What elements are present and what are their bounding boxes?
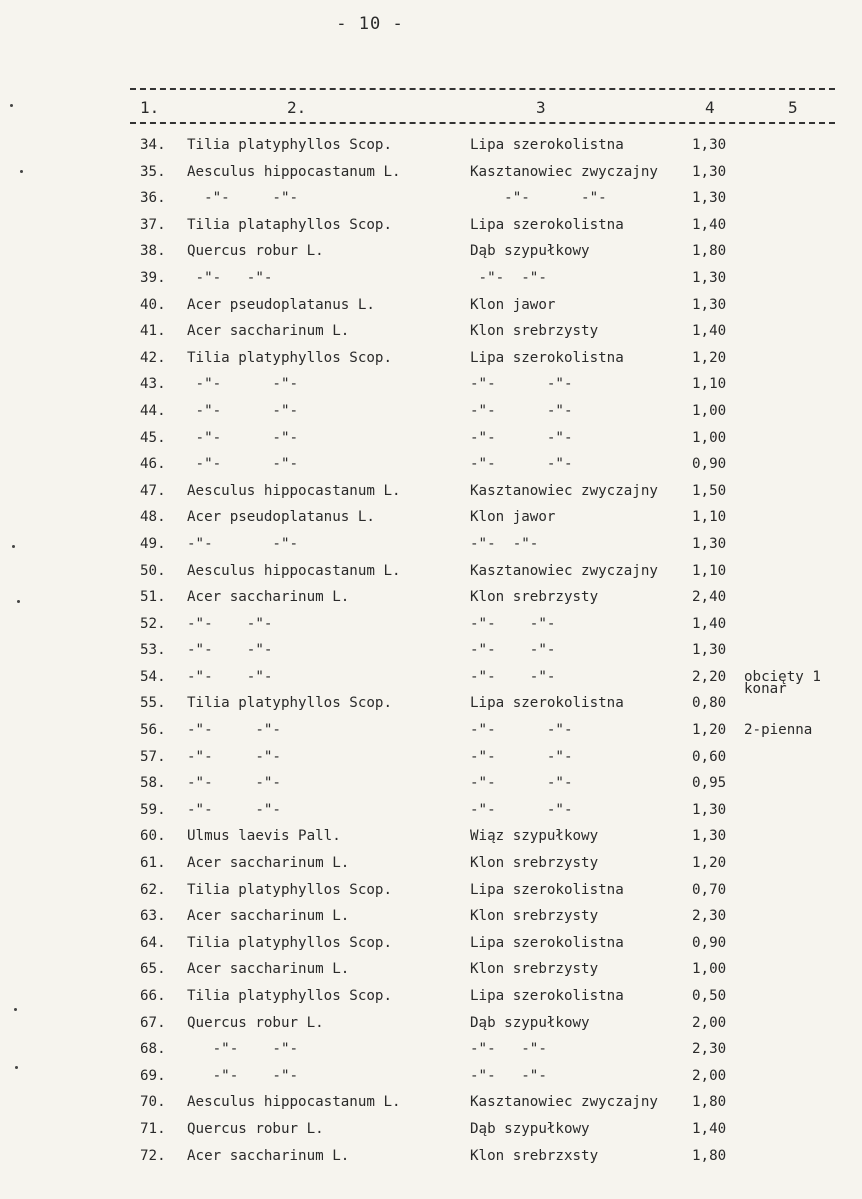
row-number: 47. bbox=[140, 482, 166, 499]
latin-name: -"- -"- bbox=[187, 668, 273, 685]
row-number: 57. bbox=[140, 748, 166, 765]
latin-name: Acer saccharinum L. bbox=[187, 855, 350, 872]
latin-name: -"- -"- bbox=[187, 801, 281, 818]
row-number: 45. bbox=[140, 429, 166, 446]
row-number: 36. bbox=[140, 190, 166, 207]
latin-name: Quercus robur L. bbox=[187, 243, 324, 260]
remark: konar bbox=[744, 681, 787, 698]
row-number: 48. bbox=[140, 509, 166, 526]
trunk-value: 1,40 bbox=[692, 615, 727, 632]
row-number: 53. bbox=[140, 642, 166, 659]
table-row bbox=[0, 930, 862, 957]
trunk-value: 1,30 bbox=[692, 535, 727, 552]
polish-name: -"- -"- bbox=[470, 269, 547, 286]
polish-name: Klon srebrzysty bbox=[470, 855, 599, 872]
trunk-value: 2,20 bbox=[692, 668, 727, 685]
table-row bbox=[0, 132, 862, 159]
polish-name: Lipa szerokolistna bbox=[470, 349, 624, 366]
table-row bbox=[0, 318, 862, 345]
table-top-rule bbox=[130, 88, 835, 90]
row-number: 55. bbox=[140, 695, 166, 712]
polish-name: Klon srebrzxsty bbox=[470, 1147, 599, 1164]
table-row bbox=[0, 637, 862, 664]
table-row bbox=[0, 1143, 862, 1170]
row-number: 42. bbox=[140, 349, 166, 366]
polish-name: -"- -"- bbox=[470, 748, 573, 765]
trunk-value: 2,30 bbox=[692, 908, 727, 925]
polish-name: -"- -"- bbox=[470, 1067, 547, 1084]
polish-name: Lipa szerokolistna bbox=[470, 695, 624, 712]
polish-name: Klon srebrzysty bbox=[470, 961, 599, 978]
latin-name: -"- -"- bbox=[187, 190, 299, 207]
latin-name: Acer pseudoplatanus L. bbox=[187, 509, 375, 526]
polish-name: Klon srebrzysty bbox=[470, 323, 599, 340]
column-header-2: 2. bbox=[287, 98, 307, 117]
polish-name: Klon srebrzysty bbox=[470, 908, 599, 925]
latin-name: Acer saccharinum L. bbox=[187, 323, 350, 340]
trunk-value: 0,90 bbox=[692, 456, 727, 473]
trunk-value: 2,40 bbox=[692, 589, 727, 606]
polish-name: Lipa szerokolistna bbox=[470, 137, 624, 153]
trunk-value: 0,80 bbox=[692, 695, 727, 712]
latin-name: -"- -"- bbox=[187, 376, 299, 393]
row-number: 72. bbox=[140, 1147, 166, 1164]
latin-name: -"- -"- bbox=[187, 429, 299, 446]
table-row bbox=[0, 797, 862, 824]
polish-name: Dąb szypułkowy bbox=[470, 1014, 590, 1031]
trunk-value: 1,30 bbox=[692, 190, 727, 207]
polish-name: Dąb szypułkowy bbox=[470, 243, 590, 260]
table-row bbox=[0, 531, 862, 558]
latin-name: Acer saccharinum L. bbox=[187, 589, 350, 606]
row-number: 50. bbox=[140, 562, 166, 579]
table-row bbox=[0, 238, 862, 265]
polish-name: -"- -"- bbox=[470, 1041, 547, 1058]
row-number: 70. bbox=[140, 1094, 166, 1111]
polish-name: Lipa szerokolistna bbox=[470, 988, 624, 1004]
table-row bbox=[0, 185, 862, 212]
trunk-value: 1,40 bbox=[692, 1120, 727, 1137]
trunk-value: 1,30 bbox=[692, 801, 727, 818]
trunk-value: 1,30 bbox=[692, 163, 727, 180]
latin-name: Tilia plataphyllos Scop. bbox=[187, 216, 392, 233]
trunk-value: 1,40 bbox=[692, 216, 727, 233]
row-number: 52. bbox=[140, 615, 166, 632]
latin-name: Quercus robur L. bbox=[187, 1120, 324, 1137]
table-row bbox=[0, 371, 862, 398]
row-number: 67. bbox=[140, 1014, 166, 1031]
polish-name: Klon srebrzysty bbox=[470, 589, 599, 606]
trunk-value: 2,00 bbox=[692, 1067, 727, 1084]
trunk-value: 0,50 bbox=[692, 988, 727, 1004]
polish-name: Lipa szerokolistna bbox=[470, 881, 624, 898]
polish-name: -"- -"- bbox=[470, 642, 556, 659]
row-number: 65. bbox=[140, 961, 166, 978]
trunk-value: 1,50 bbox=[692, 482, 727, 499]
trunk-value: 1,10 bbox=[692, 376, 727, 393]
polish-name: Lipa szerokolistna bbox=[470, 934, 624, 951]
latin-name: Quercus robur L. bbox=[187, 1014, 324, 1031]
row-number: 66. bbox=[140, 988, 166, 1004]
polish-name: Kasztanowiec zwyczajny bbox=[470, 1094, 658, 1111]
polish-name: -"- -"- bbox=[470, 535, 539, 552]
trunk-value: 1,20 bbox=[692, 855, 727, 872]
trunk-value: 1,00 bbox=[692, 429, 727, 446]
scan-speck bbox=[10, 104, 13, 107]
polish-name: -"- -"- bbox=[470, 429, 573, 446]
polish-name: Lipa szerokolistna bbox=[470, 216, 624, 233]
row-number: 63. bbox=[140, 908, 166, 925]
row-number: 44. bbox=[140, 402, 166, 419]
table-row bbox=[0, 1089, 862, 1116]
table-row bbox=[0, 850, 862, 877]
table-row bbox=[0, 558, 862, 585]
polish-name: Kasztanowiec zwyczajny bbox=[470, 562, 658, 579]
polish-name: -"- -"- bbox=[470, 668, 556, 685]
latin-name: Tilia platyphyllos Scop. bbox=[187, 988, 392, 1004]
row-number: 54. bbox=[140, 668, 166, 685]
trunk-value: 1,20 bbox=[692, 722, 727, 739]
table-row bbox=[0, 1063, 862, 1090]
column-header-4: 4 bbox=[705, 98, 715, 117]
latin-name: Acer pseudoplatanus L. bbox=[187, 296, 375, 313]
scan-speck bbox=[14, 1008, 17, 1011]
latin-name: -"- -"- bbox=[187, 722, 281, 739]
polish-name: -"- -"- bbox=[470, 722, 573, 739]
row-number: 71. bbox=[140, 1120, 166, 1137]
table-body bbox=[0, 132, 862, 1169]
trunk-value: 1,30 bbox=[692, 828, 727, 845]
latin-name: Tilia platyphyllos Scop. bbox=[187, 881, 392, 898]
table-row bbox=[0, 584, 862, 611]
latin-name: Tilia platyphyllos Scop. bbox=[187, 934, 392, 951]
row-number: 61. bbox=[140, 855, 166, 872]
row-number: 38. bbox=[140, 243, 166, 260]
latin-name: -"- -"- bbox=[187, 748, 281, 765]
table-row bbox=[0, 681, 862, 717]
polish-name: -"- -"- bbox=[470, 456, 573, 473]
row-number: 59. bbox=[140, 801, 166, 818]
trunk-value: 1,10 bbox=[692, 509, 727, 526]
trunk-value: 1,80 bbox=[692, 1094, 727, 1111]
row-number: 39. bbox=[140, 269, 166, 286]
row-number: 37. bbox=[140, 216, 166, 233]
table-row bbox=[0, 478, 862, 505]
table-row bbox=[0, 345, 862, 372]
table-row bbox=[0, 744, 862, 771]
trunk-value: 1,00 bbox=[692, 961, 727, 978]
remark: obcięty 1 bbox=[744, 668, 821, 685]
row-number: 35. bbox=[140, 163, 166, 180]
column-header-5: 5 bbox=[788, 98, 798, 117]
table-row bbox=[0, 159, 862, 186]
table-row bbox=[0, 611, 862, 638]
row-number: 69. bbox=[140, 1067, 166, 1084]
table-row bbox=[0, 212, 862, 239]
table-row bbox=[0, 983, 862, 1010]
row-number: 34. bbox=[140, 137, 166, 153]
row-number: 68. bbox=[140, 1041, 166, 1058]
trunk-value: 1,30 bbox=[692, 642, 727, 659]
latin-name: Aesculus hippocastanum L. bbox=[187, 1094, 401, 1111]
latin-name: Acer saccharinum L. bbox=[187, 961, 350, 978]
polish-name: -"- -"- bbox=[470, 801, 573, 818]
latin-name: -"- -"- bbox=[187, 642, 273, 659]
table-row bbox=[0, 451, 862, 478]
trunk-value: 1,80 bbox=[692, 243, 727, 260]
trunk-value: 1,40 bbox=[692, 323, 727, 340]
latin-name: -"- -"- bbox=[187, 269, 273, 286]
polish-name: -"- -"- bbox=[470, 775, 573, 792]
row-number: 41. bbox=[140, 323, 166, 340]
trunk-value: 1,30 bbox=[692, 296, 727, 313]
table-header-rule bbox=[130, 122, 835, 124]
latin-name: Tilia platyphyllos Scop. bbox=[187, 137, 392, 153]
row-number: 60. bbox=[140, 828, 166, 845]
polish-name: Kasztanowiec zwyczajny bbox=[470, 163, 658, 180]
trunk-value: 0,90 bbox=[692, 934, 727, 951]
latin-name: -"- -"- bbox=[187, 456, 299, 473]
table-row bbox=[0, 398, 862, 425]
polish-name: Dąb szypułkowy bbox=[470, 1120, 590, 1137]
table-row bbox=[0, 877, 862, 904]
table-row bbox=[0, 956, 862, 983]
latin-name: -"- -"- bbox=[187, 535, 299, 552]
trunk-value: 0,95 bbox=[692, 775, 727, 792]
trunk-value: 2,30 bbox=[692, 1041, 727, 1058]
latin-name: Aesculus hippocastanum L. bbox=[187, 482, 401, 499]
polish-name: -"- -"- bbox=[470, 190, 607, 207]
latin-name: Ulmus laevis Pall. bbox=[187, 828, 341, 845]
table-row bbox=[0, 823, 862, 850]
row-number: 58. bbox=[140, 775, 166, 792]
row-number: 43. bbox=[140, 376, 166, 393]
polish-name: Klon jawor bbox=[470, 509, 556, 526]
scan-speck bbox=[12, 545, 15, 548]
latin-name: Tilia platyphyllos Scop. bbox=[187, 695, 392, 712]
page-number: - 10 - bbox=[336, 14, 404, 34]
table-row bbox=[0, 425, 862, 452]
trunk-value: 0,60 bbox=[692, 748, 727, 765]
trunk-value: 1,30 bbox=[692, 269, 727, 286]
scan-speck bbox=[17, 600, 20, 603]
latin-name: Acer saccharinum L. bbox=[187, 908, 350, 925]
latin-name: -"- -"- bbox=[187, 615, 273, 632]
remark: 2-pienna bbox=[744, 722, 813, 739]
column-header-3: 3 bbox=[536, 98, 546, 117]
column-header-1: 1. bbox=[140, 98, 160, 117]
table-row bbox=[0, 504, 862, 531]
scan-speck bbox=[15, 1066, 18, 1069]
trunk-value: 1,30 bbox=[692, 137, 727, 153]
latin-name: Aesculus hippocastanum L. bbox=[187, 562, 401, 579]
polish-name: Klon jawor bbox=[470, 296, 556, 313]
latin-name: Tilia platyphyllos Scop. bbox=[187, 349, 392, 366]
trunk-value: 1,80 bbox=[692, 1147, 727, 1164]
table-row bbox=[0, 292, 862, 319]
table-row bbox=[0, 664, 862, 691]
row-number: 51. bbox=[140, 589, 166, 606]
table-row bbox=[0, 717, 862, 744]
polish-name: Kasztanowiec zwyczajny bbox=[470, 482, 658, 499]
latin-name: -"- -"- bbox=[187, 775, 281, 792]
table-row bbox=[0, 1010, 862, 1037]
latin-name: -"- -"- bbox=[187, 402, 299, 419]
polish-name: -"- -"- bbox=[470, 402, 573, 419]
row-number: 49. bbox=[140, 535, 166, 552]
polish-name: -"- -"- bbox=[470, 376, 573, 393]
latin-name: -"- -"- bbox=[187, 1041, 299, 1058]
latin-name: -"- -"- bbox=[187, 1067, 299, 1084]
table-row bbox=[0, 1116, 862, 1143]
trunk-value: 1,10 bbox=[692, 562, 727, 579]
trunk-value: 2,00 bbox=[692, 1014, 727, 1031]
row-number: 46. bbox=[140, 456, 166, 473]
row-number: 56. bbox=[140, 722, 166, 739]
scan-speck bbox=[20, 170, 23, 173]
latin-name: Aesculus hippocastanum L. bbox=[187, 163, 401, 180]
latin-name: Acer saccharinum L. bbox=[187, 1147, 350, 1164]
row-number: 64. bbox=[140, 934, 166, 951]
trunk-value: 0,70 bbox=[692, 881, 727, 898]
table-row bbox=[0, 770, 862, 797]
polish-name: Wiąz szypułkowy bbox=[470, 828, 599, 845]
row-number: 62. bbox=[140, 881, 166, 898]
trunk-value: 1,20 bbox=[692, 349, 727, 366]
table-row bbox=[0, 1036, 862, 1063]
row-number: 40. bbox=[140, 296, 166, 313]
table-row bbox=[0, 903, 862, 930]
polish-name: -"- -"- bbox=[470, 615, 556, 632]
table-row bbox=[0, 265, 862, 292]
trunk-value: 1,00 bbox=[692, 402, 727, 419]
